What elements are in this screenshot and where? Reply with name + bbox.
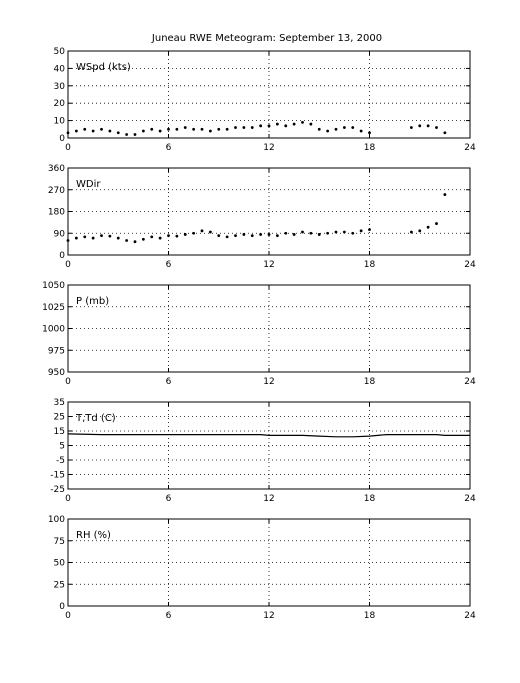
x-tick-label: 12 (263, 611, 275, 621)
data-point (209, 231, 212, 234)
y-tick-label: 180 (47, 207, 65, 218)
x-tick-label: 6 (165, 377, 172, 387)
x-tick-label: 6 (165, 494, 172, 504)
x-tick-label: 24 (464, 611, 476, 621)
data-point (125, 239, 128, 242)
data-point (75, 130, 78, 133)
data-point (443, 193, 446, 196)
y-tick-label: 1050 (42, 281, 65, 291)
x-tick-label: 12 (263, 494, 275, 504)
data-point (318, 233, 321, 236)
data-point (268, 124, 271, 127)
y-tick-label: 15 (53, 427, 65, 437)
data-point (142, 238, 145, 241)
data-point (251, 126, 254, 129)
x-tick-label: 18 (363, 260, 376, 270)
x-tick-label: 6 (165, 611, 172, 621)
data-point (234, 234, 237, 237)
data-point (368, 131, 371, 134)
panel-label: WDir (76, 179, 101, 190)
data-point (100, 234, 103, 237)
data-point (242, 233, 245, 236)
data-point (209, 130, 212, 133)
data-point (234, 126, 237, 129)
y-tick-label: 90 (53, 229, 65, 240)
y-tick-label: -25 (50, 485, 65, 495)
data-point (335, 128, 338, 131)
data-point (301, 121, 304, 124)
data-point (268, 233, 271, 236)
data-point (167, 234, 170, 237)
y-tick-label: 1025 (42, 302, 65, 313)
x-tick-label: 18 (363, 494, 376, 504)
data-point (343, 126, 346, 129)
data-point (134, 240, 137, 243)
x-tick-label: 24 (464, 494, 476, 504)
y-tick-label: 30 (53, 81, 65, 92)
data-point (100, 128, 103, 131)
y-tick-label: 50 (53, 47, 65, 57)
data-point (435, 222, 438, 225)
data-point (309, 232, 312, 235)
figure-title: Juneau RWE Meteogram: September 13, 2000 (151, 33, 383, 44)
x-tick-label: 6 (165, 260, 172, 270)
data-point (351, 126, 354, 129)
data-point (326, 130, 329, 133)
y-tick-label: 0 (59, 251, 65, 261)
data-point (284, 124, 287, 127)
y-tick-label: 270 (47, 185, 65, 196)
y-tick-label: 75 (53, 536, 65, 547)
data-point (150, 235, 153, 238)
data-point (418, 124, 421, 127)
panels (42, 47, 476, 621)
data-point (293, 233, 296, 236)
data-point (201, 229, 204, 232)
y-tick-label: 35 (53, 398, 65, 408)
x-tick-label: 0 (65, 377, 71, 387)
data-point (318, 128, 321, 131)
data-point (360, 229, 363, 232)
data-point (201, 128, 204, 131)
x-tick-label: 0 (65, 611, 71, 621)
data-point (276, 234, 279, 237)
data-point (326, 232, 329, 235)
data-point (134, 133, 137, 136)
data-point (242, 126, 245, 129)
panel-4 (48, 515, 476, 621)
data-point (301, 231, 304, 234)
data-point (192, 232, 195, 235)
data-point (351, 232, 354, 235)
data-point (335, 231, 338, 234)
panel-0 (54, 47, 476, 153)
y-tick-label: -15 (50, 470, 65, 481)
panel-1 (48, 164, 476, 270)
panel-label: P (mb) (76, 296, 110, 307)
data-point (293, 123, 296, 126)
data-point (217, 128, 220, 131)
data-point (125, 133, 128, 136)
data-point (418, 229, 421, 232)
x-tick-label: 24 (464, 260, 476, 270)
y-tick-label: 5 (59, 441, 65, 452)
y-tick-label: 25 (53, 412, 65, 423)
data-point (184, 126, 187, 129)
data-point (368, 228, 371, 231)
data-point (284, 232, 287, 235)
y-tick-label: 10 (53, 116, 65, 127)
x-tick-label: 12 (263, 260, 275, 270)
y-tick-label: 50 (53, 558, 65, 569)
data-point (108, 130, 111, 133)
data-point (410, 231, 413, 234)
data-point (226, 235, 229, 238)
data-point (159, 237, 162, 240)
data-point (67, 239, 70, 242)
data-point (67, 131, 70, 134)
data-point (83, 128, 86, 131)
data-point (427, 124, 430, 127)
data-point (108, 235, 111, 238)
y-tick-label: 0 (59, 602, 65, 612)
y-tick-label: 20 (53, 99, 65, 110)
x-tick-label: 6 (165, 143, 172, 153)
x-tick-label: 24 (464, 143, 476, 153)
data-point (251, 234, 254, 237)
data-point (427, 226, 430, 229)
data-point (192, 128, 195, 131)
data-point (92, 237, 95, 240)
x-tick-label: 12 (263, 377, 275, 387)
data-point (259, 124, 262, 127)
data-point (150, 128, 153, 131)
x-tick-label: 12 (263, 143, 275, 153)
data-point (226, 128, 229, 131)
data-point (259, 233, 262, 236)
y-tick-label: 0 (59, 134, 65, 144)
y-tick-label: -5 (56, 456, 65, 466)
y-tick-label: 25 (53, 580, 65, 591)
data-point (175, 128, 178, 131)
panel-3 (50, 398, 476, 504)
x-tick-label: 18 (363, 611, 376, 621)
panel-label: RH (%) (76, 530, 111, 541)
data-point (360, 130, 363, 133)
x-tick-label: 0 (65, 260, 71, 270)
y-tick-label: 1000 (42, 324, 65, 335)
data-point (167, 128, 170, 131)
data-point (159, 130, 162, 133)
data-point (443, 131, 446, 134)
panel-label: WSpd (kts) (76, 62, 131, 73)
data-point (83, 235, 86, 238)
x-tick-label: 0 (65, 494, 71, 504)
y-tick-label: 975 (47, 346, 65, 357)
data-point (75, 237, 78, 240)
data-point (276, 123, 279, 126)
data-point (435, 126, 438, 129)
data-point (309, 123, 312, 126)
data-point (175, 235, 178, 238)
y-tick-label: 40 (53, 64, 65, 75)
panel-2 (42, 281, 476, 387)
data-point (184, 233, 187, 236)
y-tick-label: 950 (47, 368, 65, 378)
y-tick-label: 100 (47, 515, 65, 525)
x-tick-label: 18 (363, 143, 376, 153)
data-point (343, 231, 346, 234)
x-tick-label: 24 (464, 377, 476, 387)
x-tick-label: 18 (363, 377, 376, 387)
data-point (117, 131, 120, 134)
data-point (92, 130, 95, 133)
data-point (142, 130, 145, 133)
panel-label: T,Td (C) (76, 413, 116, 424)
data-point (410, 126, 413, 129)
data-point (217, 234, 220, 237)
x-tick-label: 0 (65, 143, 71, 153)
y-tick-label: 360 (47, 164, 65, 174)
data-point (117, 237, 120, 240)
